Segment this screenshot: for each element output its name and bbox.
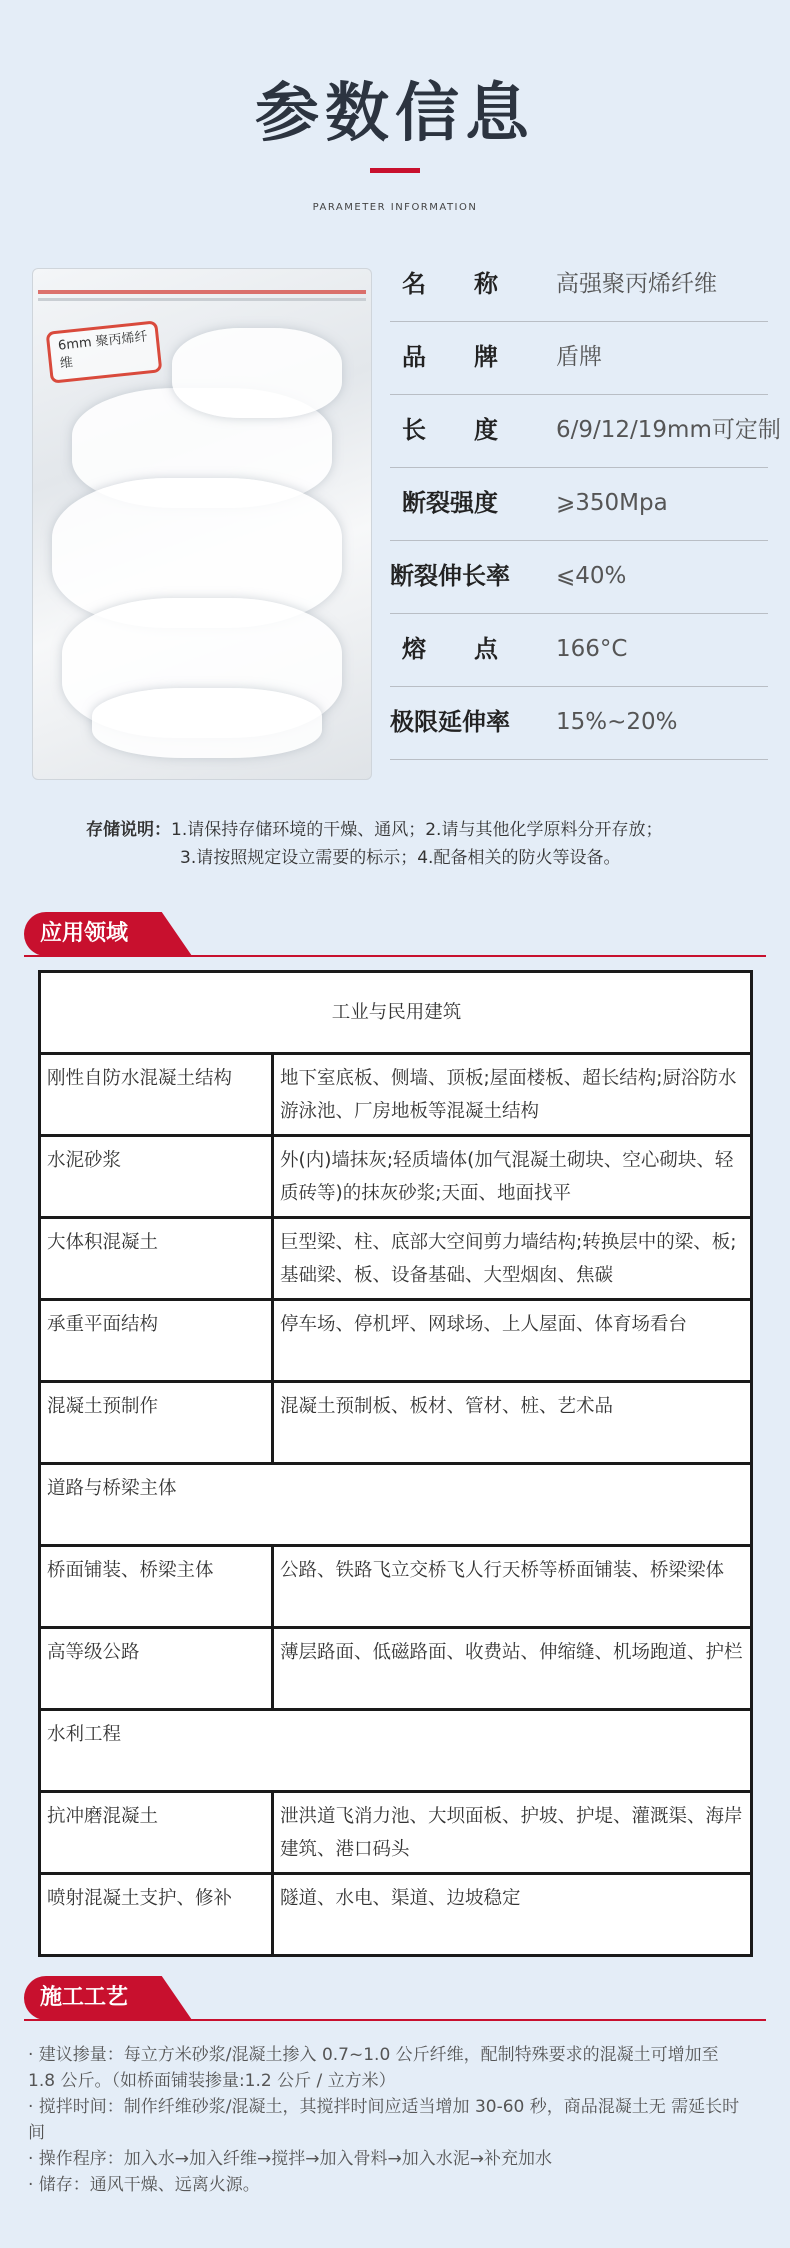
process-item: · 建议掺量：每立方米砂浆/混凝土掺入 0.7~1.0 公斤纤维，配制特殊要求的混凝土可增加至 1.8 公斤。（如桥面铺装掺量:1.2 公斤 / 立方米）: [28, 2045, 719, 2091]
heading-text: 施工工艺: [40, 1985, 129, 2010]
table-cell-desc: 混凝土预制板、板材、管材、桩、艺术品: [273, 1382, 752, 1464]
table-row: [40, 1792, 752, 1874]
table-cell-desc: 外(内)墙抹灰;轻质墙体(加气混凝土砌块、空心砌块、轻质砖等)的抹灰砂浆;天面、地面找平: [273, 1136, 752, 1218]
process-item: · 搅拌时间：制作纤维砂浆/混凝土，其搅拌时间应适当增加 30-60 秒，商品混凝土无 需延长时间: [28, 2097, 740, 2143]
section-divider: [24, 2019, 766, 2021]
spec-value: 盾牌: [556, 344, 602, 370]
table-cell-name: 承重平面结构: [40, 1300, 273, 1382]
applications-table: [38, 970, 753, 1957]
table-group-title: 道路与桥梁主体: [40, 1464, 752, 1546]
table-cell-desc: 隧道、水电、渠道、边坡稳定: [273, 1874, 752, 1956]
table-cell-name: 桥面铺装、桥梁主体: [40, 1546, 273, 1628]
table-cell-name: 高等级公路: [40, 1628, 273, 1710]
process-item: · 储存：通风干燥、远离火源。: [28, 2175, 260, 2195]
process-item: · 操作程序：加入水→加入纤维→搅拌→加入骨料→加入水泥→补充加水: [28, 2149, 553, 2169]
fiber-clump: [92, 688, 322, 758]
table-row: [40, 1136, 752, 1218]
table-group-title: 工业与民用建筑: [40, 972, 752, 1054]
spec-row-length: [390, 394, 781, 468]
table-group-title: 水利工程: [40, 1710, 752, 1792]
bag-label: 6mm 聚丙烯纤维: [46, 320, 163, 383]
spec-key: 品 牌: [402, 343, 498, 371]
storage-note: [86, 816, 726, 872]
table-cell-name: 抗冲磨混凝土: [40, 1792, 273, 1874]
table-group-row: [40, 1710, 752, 1792]
applications-heading: [24, 912, 196, 956]
spec-row-ultimate-elongation: [390, 686, 768, 760]
spec-key: 极限延伸率: [390, 708, 510, 736]
spec-value: ⩽40%: [556, 563, 627, 589]
spec-key: 断裂强度: [402, 489, 498, 517]
spec-row-name: [390, 248, 768, 322]
table-group-row: [40, 1464, 752, 1546]
process-list: [28, 2042, 748, 2198]
table-group-row: [40, 972, 752, 1054]
page-subtitle: PARAMETER INFORMATION: [312, 202, 478, 213]
table-row: [40, 1628, 752, 1710]
table-cell-name: 刚性自防水混凝土结构: [40, 1054, 273, 1136]
table-cell-name: 水泥砂浆: [40, 1136, 273, 1218]
spec-value: 166°C: [556, 636, 628, 662]
table-row: [40, 1218, 752, 1300]
spec-value: 6/9/12/19mm可定制: [556, 417, 781, 443]
table-cell-desc: 薄层路面、低磁路面、收费站、伸缩缝、机场跑道、护栏: [273, 1628, 752, 1710]
bag-zip-seal: [38, 298, 366, 301]
section-divider: [24, 955, 766, 957]
table-cell-desc: 地下室底板、侧墙、顶板;屋面楼板、超长结构;厨浴防水游泳池、厂房地板等混凝土结构: [273, 1054, 752, 1136]
spec-value: 高强聚丙烯纤维: [556, 271, 717, 297]
table-cell-desc: 巨型梁、柱、底部大空间剪力墙结构;转换层中的梁、板;基础梁、板、设备基础、大型烟囱、焦碳: [273, 1218, 752, 1300]
table-row: [40, 1054, 752, 1136]
spec-value: ⩾350Mpa: [556, 490, 668, 516]
spec-row-elongation: [390, 540, 768, 614]
title-underline: [370, 168, 420, 173]
table-cell-name: 大体积混凝土: [40, 1218, 273, 1300]
table-cell-desc: 泄洪道飞消力池、大坝面板、护坡、护堤、灌溉渠、海岸建筑、港口码头: [273, 1792, 752, 1874]
process-heading: [24, 1976, 196, 2020]
spec-key: 断裂伸长率: [390, 562, 510, 590]
spec-key: 名 称: [402, 270, 498, 298]
storage-line: 3.请按照规定设立需要的标示；4.配备相关的防火等设备。: [180, 848, 621, 868]
table-row: [40, 1382, 752, 1464]
table-cell-name: 喷射混凝土支护、修补: [40, 1874, 273, 1956]
spec-row-brand: [390, 321, 768, 395]
spec-key: 熔 点: [402, 635, 498, 663]
table-row: [40, 1546, 752, 1628]
heading-text: 应用领域: [40, 921, 129, 946]
spec-row-melting-point: [390, 613, 768, 687]
product-photo: [32, 268, 372, 780]
table-cell-desc: 停车场、停机坪、网球场、上人屋面、体育场看台: [273, 1300, 752, 1382]
spec-row-breaking-strength: [390, 467, 768, 541]
table-cell-name: 混凝土预制作: [40, 1382, 273, 1464]
table-row: [40, 1300, 752, 1382]
table-cell-desc: 公路、铁路飞立交桥飞人行天桥等桥面铺装、桥梁梁体: [273, 1546, 752, 1628]
page-title: 参数信息: [255, 77, 535, 151]
storage-line: 1.请保持存储环境的干燥、通风；2.请与其他化学原料分开存放；: [171, 820, 663, 840]
spec-key: 长 度: [402, 416, 498, 444]
table-row: [40, 1874, 752, 1956]
storage-label: 存储说明：: [86, 820, 171, 840]
spec-value: 15%~20%: [556, 709, 678, 735]
bag-zip: [38, 290, 366, 294]
fiber-clump: [172, 328, 342, 418]
